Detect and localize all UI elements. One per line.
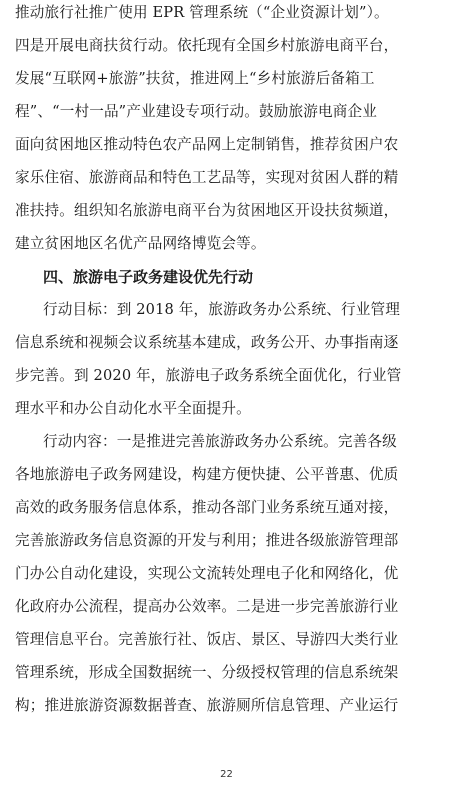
goal-paragraph-line: 步完善。到 2020 年，旅游电子政务系统全面优化，行业管	[15, 367, 402, 384]
content-paragraph-line: 化政府办公流程，提高办公效率。二是进一步完善旅游行业	[15, 598, 399, 615]
content-paragraph-line: 行动内容：一是推进完善旅游政务办公系统。完善各级	[43, 433, 397, 450]
paragraph-line: 发展“互联网+旅游”扶贫，推进网上“乡村旅游后备箱工	[15, 70, 375, 87]
content-paragraph-line: 管理信息平台。完善旅行社、饭店、景区、导游四大类行业	[15, 631, 399, 648]
goal-paragraph-line: 行动目标：到 2018 年，旅游政务办公系统、行业管理	[43, 301, 400, 318]
content-paragraph-line: 完善旅游政务信息资源的开发与利用；推进各级旅游管理部	[15, 532, 399, 549]
page-number: 22	[220, 769, 233, 780]
section-heading: 四、旅游电子政务建设优先行动	[43, 268, 254, 286]
paragraph-line: 准扶持。组织知名旅游电商平台为贫困地区开设扶贫频道，	[15, 202, 399, 219]
goal-paragraph-line: 信息系统和视频会议系统基本建成，政务公开、办事指南逐	[15, 334, 399, 351]
paragraph-line: 面向贫困地区推动特色农产品网上定制销售，推荐贫困户农	[15, 136, 399, 153]
content-paragraph-line: 门办公自动化建设，实现公文流转处理电子化和网络化，优	[15, 565, 399, 582]
content-paragraph-line: 高效的政务服务信息体系，推动各部门业务系统互通对接，	[15, 499, 399, 516]
paragraph-line: 四是开展电商扶贫行动。依托现有全国乡村旅游电商平台，	[15, 37, 399, 54]
goal-paragraph-line: 理水平和办公自动化水平全面提升。	[15, 400, 251, 417]
content-paragraph-line: 管理系统，形成全国数据统一、分级授权管理的信息系统架	[15, 664, 399, 681]
content-paragraph-line: 构；推进旅游资源数据普查、旅游厕所信息管理、产业运行	[15, 697, 399, 714]
paragraph-line: 建立贫困地区名优产品网络博览会等。	[15, 235, 266, 252]
paragraph-line: 推动旅行社推广使用 EPR 管理系统（“企业资源计划”）。	[15, 4, 389, 21]
content-paragraph-line: 各地旅游电子政务网建设，构建方便快捷、公平普惠、优质	[15, 466, 399, 483]
paragraph-line: 家乐住宿、旅游商品和特色工艺品等，实现对贫困人群的精	[15, 169, 399, 186]
paragraph-line: 程”、“一村一品”产业建设专项行动。鼓励旅游电商企业	[15, 103, 377, 120]
